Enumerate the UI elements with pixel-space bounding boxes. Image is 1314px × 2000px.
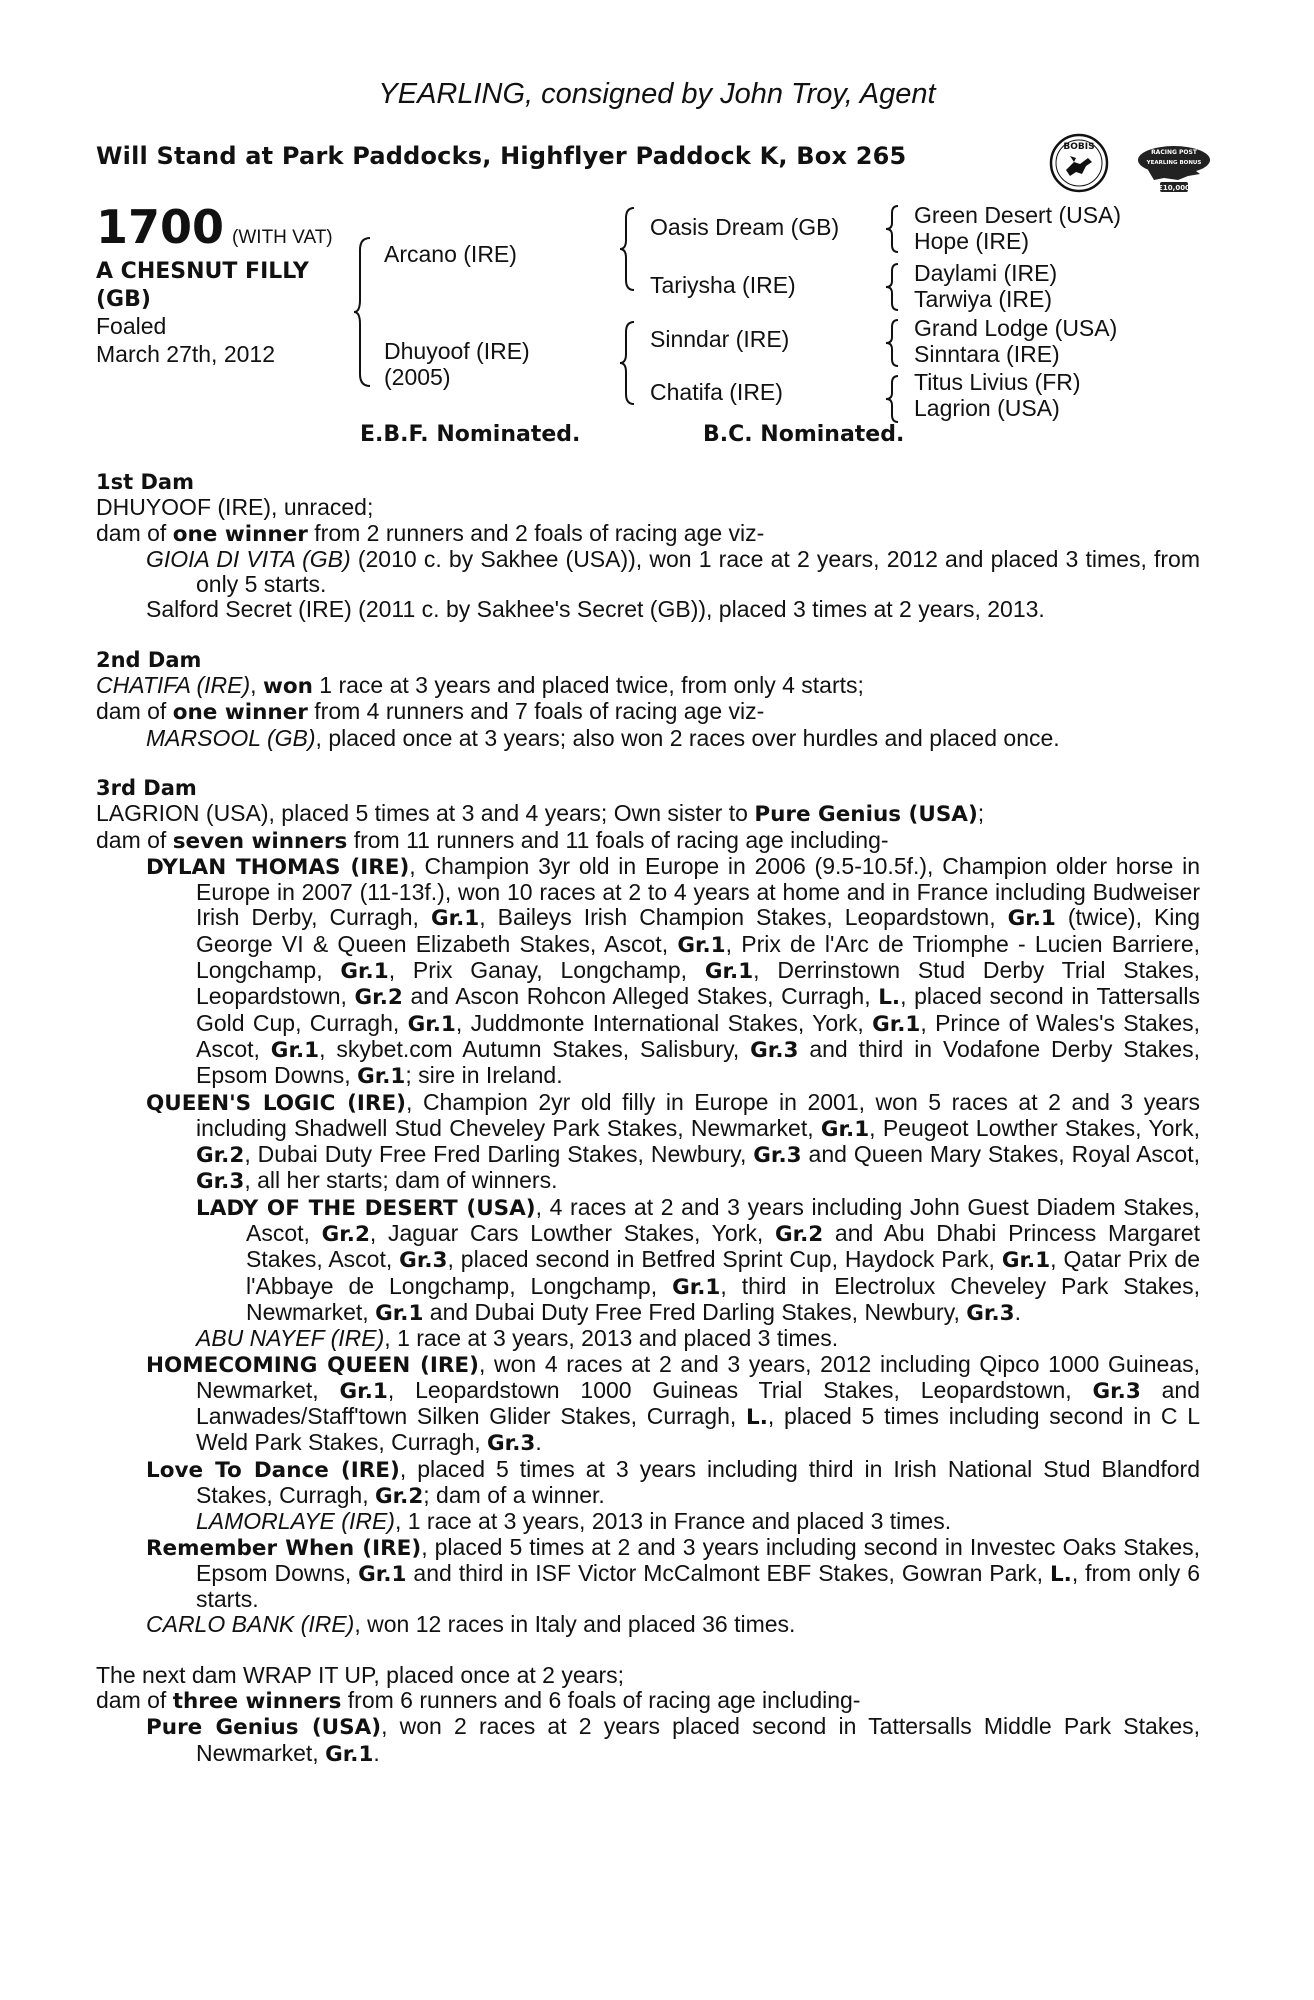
third-dam-line2: dam of seven winners from 11 runners and 11 foals of racing age including- — [96, 826, 889, 854]
next-dam-line2: dam of three winners from 6 runners and 6 foals of racing age including- — [96, 1687, 861, 1715]
foaled-label: Foaled — [96, 313, 167, 339]
pedigree-brace-sire — [618, 206, 638, 292]
produce-homecoming-queen: HOMECOMING QUEEN (IRE), won 4 races at 2 and 3 years, 2012 including Qipco 1000 Guineas, Newmarket, Gr.1, Leopardstown 1000 Guineas Trial Stakes, Leopardstown, Gr.3 and Lanwades/Staff'town Silken Glider Stakes, Curragh, L., placed 5 times including second in C L Weld Park Stakes, Curragh, Gr.3. — [146, 1350, 1201, 1457]
produce-dylan-thomas: DYLAN THOMAS (IRE), Champion 3yr old in Europe in 2006 (9.5-10.5f.), Champion older horse in Europe in 2007 (11-13f.), won 10 races at 2 to 4 years at home and in France including Budweiser Irish Derby, Curragh, Gr.1, Baileys Irish Champion Stakes, Leopardstown, Gr.1 (twice), King George VI & Queen Elizabeth Stakes, Ascot, Gr.1, Prix de l'Arc de Triomphe - Lucien Barriere, Longchamp, Gr.1, Prix Ganay, Longchamp, Gr.1, Derrinstown Stud Derby Trial Stakes, Leopardstown, Gr.2 and Ascon Rohcon Alleged Stakes, Curragh, L., placed second in Tattersalls Gold Cup, Curragh, Gr.1, Juddmonte International Stakes, York, Gr.1, Prince of Wales's Stakes, Ascot, Gr.1, skybet.com Autumn Stakes, Salisbury, Gr.3 and third in Vodafone Derby Stakes, Epsom Downs, Gr.1; sire in Ireland. — [146, 852, 1201, 1090]
ebf-nominated: E.B.F. Nominated. — [360, 422, 581, 447]
pedigree-brace-sd — [884, 262, 902, 312]
svg-text:£10,000: £10,000 — [1158, 184, 1190, 192]
second-dam-line1: CHATIFA (IRE), won 1 race at 3 years and placed twice, from only 4 starts; — [96, 672, 864, 700]
sire-sire: Oasis Dream (GB) — [650, 214, 840, 240]
pedigree-brace-ss — [884, 204, 902, 254]
produce-lamorlaye: LAMORLAYE (IRE), 1 race at 3 years, 2013 in France and placed 3 times. — [196, 1508, 952, 1535]
foaled-info — [96, 312, 275, 368]
produce-lady-of-the-desert: LADY OF THE DESERT (USA), 4 races at 2 and 3 years including John Guest Diadem Stakes, Ascot, Gr.2, Jaguar Cars Lowther Stakes, York, Gr.2 and Abu Dhabi Princess Margaret Stakes, Ascot, Gr.3, placed second in Betfred Sprint Cup, Haydock Park, Gr.1, Qatar Prix de l'Abbaye de Longchamp, Longchamp, Gr.1, third in Electrolux Cheveley Park Stakes, Newmarket, Gr.1 and Dubai Duty Free Fred Darling Stakes, Newbury, Gr.3. — [196, 1193, 1200, 1326]
dds-name: Titus Livius (FR) — [914, 369, 1081, 395]
svg-text:RACING POST: RACING POST — [1151, 149, 1197, 156]
produce-gioia-di-vita: GIOIA DI VITA (GB) (2010 c. by Sakhee (USA)), won 1 race at 2 years, 2012 and placed 3 times, from only 5 starts. — [146, 545, 1200, 598]
sdd-name: Tarwiya (IRE) — [914, 286, 1053, 312]
bobis-logo — [1048, 132, 1110, 199]
catalogue-body — [96, 470, 1200, 1767]
svg-text:BOBIS: BOBIS — [1063, 142, 1095, 152]
third-dam-heading: 3rd Dam — [96, 775, 197, 800]
foaled-date: March 27th, 2012 — [96, 341, 276, 367]
sss-name: Green Desert (USA) — [914, 202, 1122, 228]
pedigree-brace-gen1 — [352, 236, 374, 388]
produce-love-to-dance: Love To Dance (IRE), placed 5 times at 3 years including third in Irish National Stud Blandford Stakes, Curragh, Gr.2; dam of a winner. — [146, 1455, 1200, 1509]
third-dam-line1: LAGRION (USA), placed 5 times at 3 and 4 years; Own sister to Pure Genius (USA); — [96, 800, 985, 828]
produce-pure-genius: Pure Genius (USA), won 2 races at 2 years placed second in Tattersalls Middle Park Stakes, Newmarket, Gr.1. — [146, 1713, 1200, 1767]
produce-queens-logic: QUEEN'S LOGIC (IRE), Champion 2yr old filly in Europe in 2001, won 5 races at 2 and 3 years including Shadwell Stud Cheveley Park Stakes, Newmarket, Gr.1, Peugeot Lowther Stakes, York, Gr.2, Dubai Duty Free Fred Darling Stakes, Newbury, Gr.3 and Queen Mary Stakes, Royal Ascot, Gr.3, all her starts; dam of winners. — [146, 1088, 1201, 1195]
dam-year: (2005) — [384, 364, 451, 390]
sire-name: Arcano (IRE) — [384, 241, 517, 267]
pedigree-brace-dam — [618, 320, 638, 406]
ddd-name: Lagrion (USA) — [914, 395, 1060, 421]
lot-number-block — [96, 200, 333, 254]
second-dam-heading: 2nd Dam — [96, 647, 202, 672]
produce-abu-nayef: ABU NAYEF (IRE), 1 race at 3 years, 2013 and placed 3 times. — [196, 1325, 839, 1352]
pedigree-brace-ds — [884, 318, 902, 368]
produce-salford-secret: Salford Secret (IRE) (2011 c. by Sakhee's Secret (GB)), placed 3 times at 2 years, 2013. — [146, 596, 1045, 623]
second-dam-line2: dam of one winner from 4 runners and 7 foals of racing age viz- — [96, 698, 765, 726]
first-dam-heading: 1st Dam — [96, 470, 194, 494]
racing-post-bonus-logo — [1134, 140, 1214, 201]
ssd-name: Hope (IRE) — [914, 228, 1030, 254]
sale-title: YEARLING, consigned by John Troy, Agent — [378, 78, 936, 110]
lot-description: A CHESNUT FILLY (GB) — [96, 259, 309, 312]
stand-location: Will Stand at Park Paddocks, Highflyer Paddock K, Box 265 — [96, 142, 907, 170]
next-dam-line1: The next dam WRAP IT UP, placed once at 2 years; — [96, 1661, 624, 1688]
bc-nominated: B.C. Nominated. — [703, 422, 905, 447]
produce-marsool: MARSOOL (GB), placed once at 3 years; also won 2 races over hurdles and placed once. — [146, 724, 1060, 751]
sire-dam: Tariysha (IRE) — [650, 272, 796, 298]
svg-text:YEARLING BONUS: YEARLING BONUS — [1146, 160, 1202, 166]
sds-name: Daylami (IRE) — [914, 260, 1058, 286]
first-dam-line2: dam of one winner from 2 runners and 2 foals of racing age viz- — [96, 519, 765, 547]
pedigree-brace-dd — [884, 374, 902, 424]
produce-carlo-bank: CARLO BANK (IRE), won 12 races in Italy and placed 36 times. — [146, 1611, 796, 1638]
lot-number: 1700 — [96, 200, 225, 254]
first-dam-line1: DHUYOOF (IRE), unraced; — [96, 494, 374, 521]
vat-note: (WITH VAT) — [232, 227, 333, 248]
dsd-name: Sinntara (IRE) — [914, 341, 1060, 367]
dam-dam: Chatifa (IRE) — [650, 379, 783, 405]
dam-name: Dhuyoof (IRE) — [384, 338, 530, 364]
dss-name: Grand Lodge (USA) — [914, 315, 1118, 341]
produce-remember-when: Remember When (IRE), placed 5 times at 2 and 3 years including second in Investec Oaks Stakes, Epsom Downs, Gr.1 and third in ISF Victor McCalmont EBF Stakes, Gowran Park, L., from only 6 starts. — [146, 1533, 1201, 1613]
dam-sire: Sinndar (IRE) — [650, 326, 790, 352]
